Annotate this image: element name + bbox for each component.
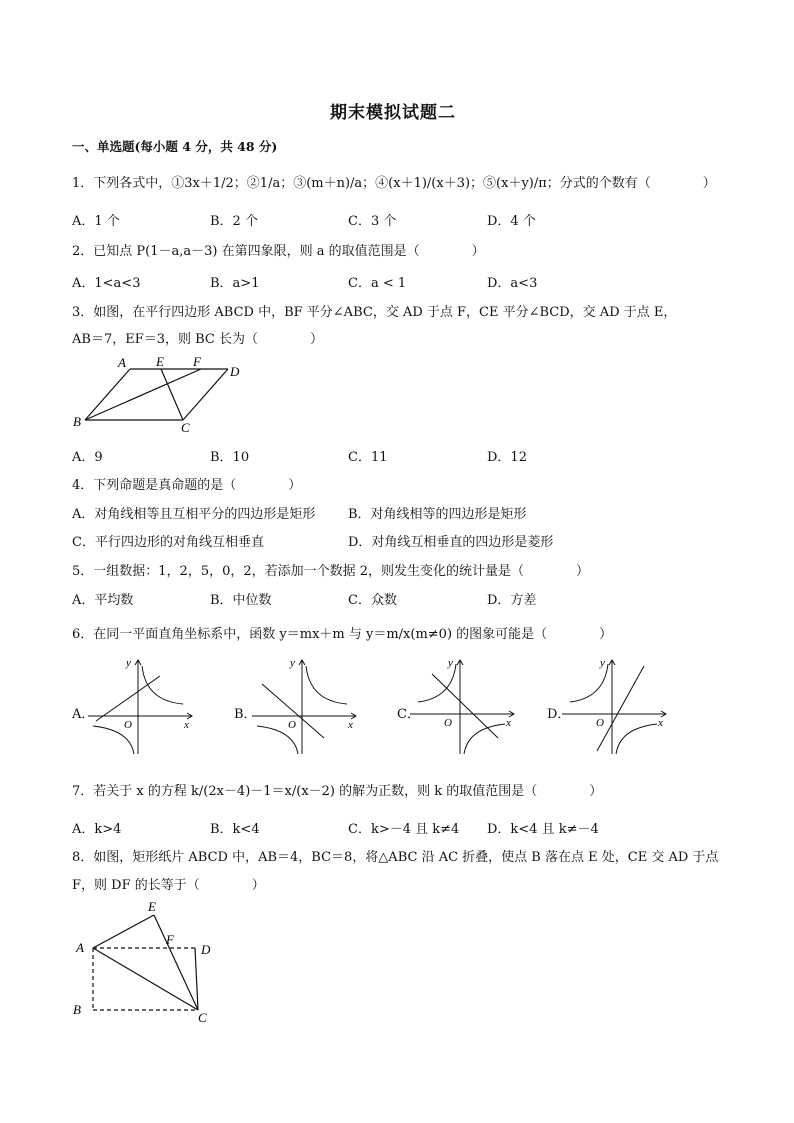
- label-a: A: [76, 940, 84, 955]
- q2-option-c[interactable]: C．a < 1: [348, 276, 407, 291]
- hyperbola-branch-1: [418, 664, 456, 702]
- q3-option-d[interactable]: D．12: [487, 450, 527, 465]
- folded-rectangle-figure: [70, 898, 230, 1028]
- hyperbola-branch-1: [570, 664, 608, 702]
- q6-graph-a: [88, 656, 198, 756]
- label-f: F: [166, 932, 174, 947]
- q1-option-b[interactable]: B．2 个: [210, 214, 258, 229]
- q2-option-a[interactable]: A．1<a<3: [72, 276, 141, 291]
- origin-label: O: [124, 719, 132, 731]
- segment-ae: [93, 915, 154, 948]
- segment-ce: [161, 369, 183, 420]
- hyperbola-branch-1: [142, 666, 183, 704]
- hyperbola-branch-1: [306, 666, 347, 704]
- q4-option-c[interactable]: C．平行四边形的对角线互相垂直: [72, 535, 264, 550]
- origin-label: O: [596, 717, 604, 729]
- q7-option-a[interactable]: A．k>4: [72, 822, 122, 837]
- segment-ac: [93, 948, 198, 1010]
- q1-option-c[interactable]: C．3 个: [348, 214, 397, 229]
- q3-option-b[interactable]: B．10: [210, 450, 250, 465]
- y-label: y: [126, 657, 131, 669]
- question-4-stem: 4．下列命题是真命题的是（ ）: [72, 478, 302, 493]
- question-3-stem-line1: 3．如图，在平行四边形 ABCD 中，BF 平分∠ABC，交 AD 于点 F，CE 平分∠BCD，交 AD 于点 E，: [72, 305, 677, 320]
- origin-label: O: [288, 719, 296, 731]
- label-c: C: [198, 1010, 207, 1025]
- q2-option-d[interactable]: D．a<3: [487, 276, 538, 291]
- question-7-stem: 7．若关于 x 的方程 k/(2x－4)－1＝x/(x－2) 的解为正数，则 k 的取值范围是（ ）: [72, 784, 603, 799]
- x-label: x: [184, 719, 189, 731]
- q6-graph-d: [562, 656, 672, 756]
- q3-option-a[interactable]: A．9: [72, 450, 103, 465]
- q1-option-d[interactable]: D．4 个: [487, 214, 536, 229]
- segment-ab: [85, 369, 130, 420]
- q6-graph-b: [252, 656, 362, 756]
- segment-bf: [85, 369, 201, 420]
- q5-option-d[interactable]: D．方差: [487, 593, 537, 608]
- q6-option-b[interactable]: B．: [234, 707, 257, 722]
- question-8-stem-line2: F，则 DF 的长等于（ ）: [72, 878, 265, 893]
- q6-option-a[interactable]: A．: [72, 707, 95, 722]
- q6-option-d[interactable]: D．: [547, 707, 571, 722]
- label-d: D: [230, 364, 240, 379]
- q2-option-b[interactable]: B．a>1: [210, 276, 260, 291]
- parallelogram-figure: [70, 354, 250, 434]
- label-b: B: [73, 1002, 81, 1017]
- q4-option-a[interactable]: A．对角线相等且互相平分的四边形是矩形: [72, 507, 316, 522]
- segment-dc: [183, 369, 228, 420]
- hyperbola-branch-2: [464, 724, 505, 754]
- q1-option-a[interactable]: A．1 个: [72, 214, 120, 229]
- q4-option-b[interactable]: B．对角线相等的四边形是矩形: [348, 507, 527, 522]
- x-label: x: [348, 719, 353, 731]
- q6-option-c[interactable]: C．: [397, 707, 420, 722]
- line-graph: [432, 674, 498, 738]
- label-f: F: [193, 354, 201, 369]
- q4-option-d[interactable]: D．对角线互相垂直的四边形是菱形: [348, 535, 554, 550]
- section-heading: 一、单选题(每小题 4 分，共 48 分): [72, 139, 278, 154]
- question-1-stem: 1．下列各式中，①3x＋1/2；②1/a；③(m＋n)/a；④(x＋1)/(x＋3)；⑤(x＋y)/π；分式的个数有（ ）: [72, 176, 716, 191]
- question-8-stem-line1: 8．如图，矩形纸片 ABCD 中，AB＝4，BC＝8，将△ABC 沿 AC 折叠，使点 B 落在点 E 处，CE 交 AD 于点: [72, 850, 719, 865]
- y-label: y: [600, 657, 605, 669]
- q3-option-c[interactable]: C．11: [348, 450, 388, 465]
- origin-label: O: [444, 717, 452, 729]
- q7-option-d[interactable]: D．k<4 且 k≠－4: [487, 822, 599, 837]
- hyperbola-branch-2: [616, 724, 657, 754]
- question-5-stem: 5．一组数据：1，2，5，0，2，若添加一个数据 2，则发生变化的统计量是（ ）: [72, 564, 590, 579]
- q5-option-a[interactable]: A．平均数: [72, 593, 134, 608]
- q5-option-b[interactable]: B．中位数: [210, 593, 272, 608]
- label-b: B: [73, 414, 81, 429]
- segment-ec: [154, 915, 198, 1010]
- label-a: A: [118, 355, 126, 370]
- page-title: 期末模拟试题二: [330, 103, 456, 123]
- line-graph: [96, 676, 160, 721]
- label-c: C: [181, 420, 190, 435]
- label-e: E: [156, 354, 164, 369]
- question-3-stem-line2: AB＝7，EF＝3，则 BC 长为（ ）: [72, 332, 323, 347]
- x-label: x: [506, 717, 511, 729]
- q5-option-c[interactable]: C．众数: [348, 593, 397, 608]
- y-label: y: [448, 657, 453, 669]
- question-2-stem: 2．已知点 P(1－a,a－3) 在第四象限，则 a 的取值范围是（ ）: [72, 244, 485, 259]
- q6-graph-c: [410, 656, 520, 756]
- y-label: y: [290, 657, 295, 669]
- x-label: x: [658, 717, 663, 729]
- q7-option-c[interactable]: C．k>－4 且 k≠4: [348, 822, 460, 837]
- label-d: D: [201, 942, 211, 957]
- q7-option-b[interactable]: B．k<4: [210, 822, 260, 837]
- question-6-stem: 6．在同一平面直角坐标系中，函数 y＝mx＋m 与 y＝m/x(m≠0) 的图象可能是（ ）: [72, 627, 613, 642]
- segment-dc: [195, 948, 198, 1010]
- label-e: E: [148, 899, 156, 914]
